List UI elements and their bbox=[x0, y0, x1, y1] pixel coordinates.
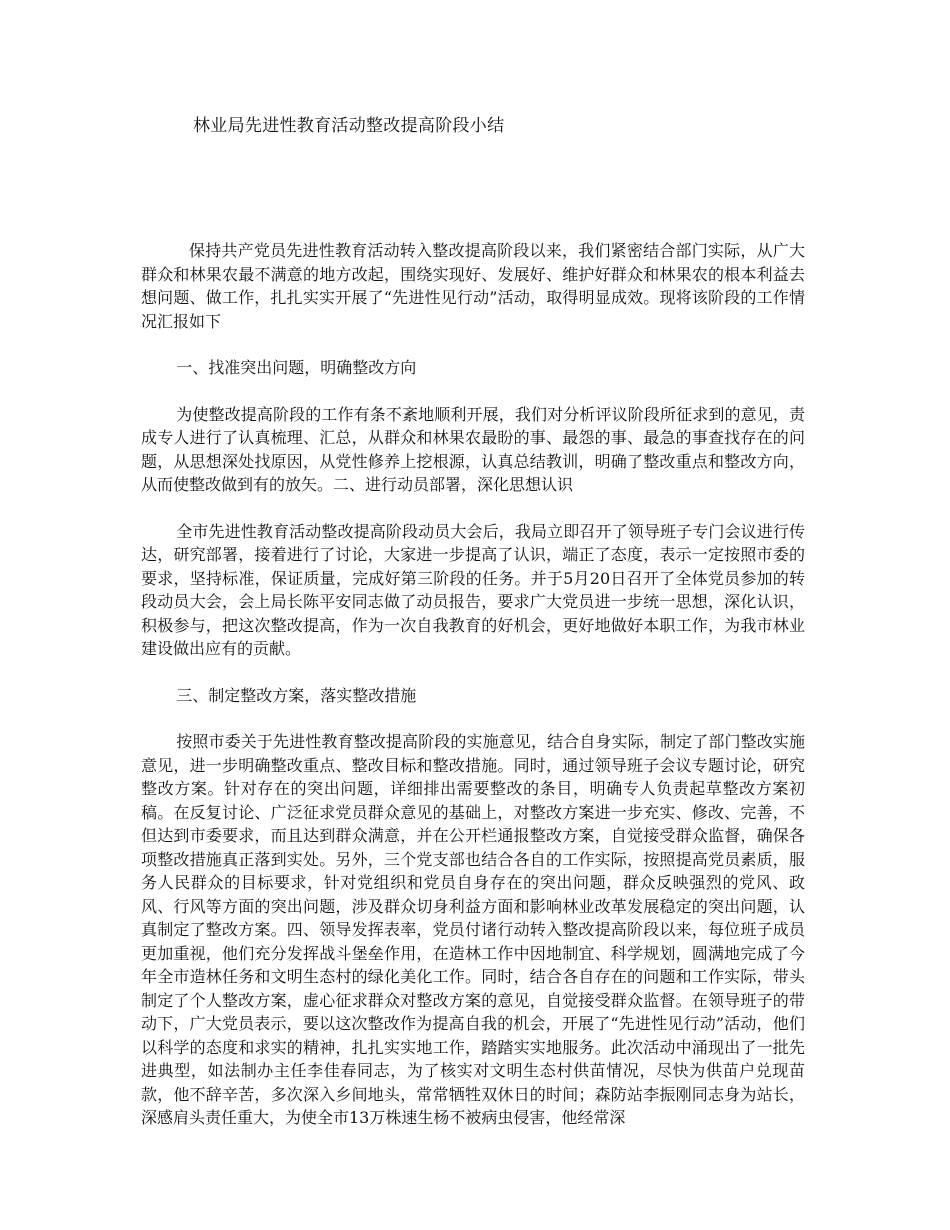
document-title: 林业局先进性教育活动整改提高阶段小结 bbox=[193, 116, 505, 136]
section-heading-1: 一、找准突出问题，明确整改方向 bbox=[176, 358, 417, 377]
document-body bbox=[141, 239, 805, 1130]
intro-paragraph: 保持共产党员先进性教育活动转入整改提高阶段以来，我们紧密结合部门实际，从广大群众和林果农最不满意的地方改起，围绕实现好、发展好、维护好群众和林果农的根本利益去想问题、做工作，扎扎实实开展了“先进性见行动”活动，取得明显成效。现将该阶段的工作情况汇报如下 bbox=[141, 241, 805, 331]
section-3-paragraph: 按照市委关于先进性教育整改提高阶段的实施意见，结合自身实际，制定了部门整改实施意见，进一步明确整改重点、整改目标和整改措施。同时，通过领导班子会议专题讨论，研究整改方案。针对存在的突出问题，详细排出需要整改的条目，明确专人负责起草整改方案初稿。在反复讨论、广泛征求党员群众意见的基础上，对整改方案进一步充实、修改、完善，不但达到市委要求，而且达到群众满意，并在公开栏通报整改方案，自觉接受群众监督，确保各项整改措施真正落到实处。另外，三个党支部也结合各自的工作实际，按照提高党员素质，服务人民群众的目标要求，针对党组织和党员自身存在的突出问题，群众反映强烈的党风、政风、行风等方面的突出问题，涉及群众切身利益方面和影响林业改革发展稳定的突出问题，认真制定了整改方案。四、领导发挥表率，党员付诸行动转入整改提高阶段以来，每位班子成员更加重视，他们充分发挥战斗堡垒作用，在造林工作中因地制宜、科学规划，圆满地完成了今年全市造林任务和文明生态村的绿化美化工作。同时，结合各自存在的问题和工作实际，带头制定了个人整改方案，虚心征求群众对整改方案的意见，自觉接受群众监督。在领导班子的带动下，广大党员表示，要以这次整改作为提高自我的机会，开展了“先进性见行动”活动，他们以科学的态度和求实的精神，扎扎实实地工作，踏踏实实地服务。此次活动中涌现出了一批先进典型，如法制办主任李佳春同志，为了核实对文明生态村供苗情况，尽快为供苗户兑现苗款，他不辞辛苦，多次深入乡间地头，常常牺牲双休日的时间；森防站李振刚同志身为站长，深感肩头责任重大，为使全市13万株速生杨不被病虫侵害，他经常深 bbox=[141, 732, 805, 1127]
section-heading-3: 三、制定整改方案，落实整改措施 bbox=[176, 685, 417, 705]
section-1-paragraph: 为使整改提高阶段的工作有条不紊地顺利开展，我们对分析评议阶段所征求到的意见，责成专人进行了认真梳理、汇总，从群众和林果农最盼的事、最怨的事、最急的事查找存在的问题，从思想深处找原因，从党性修养上挖根源，认真总结教训，明确了整改重点和整改方向，从而使整改做到有的放矢。二、进行动员部署，深化思想认识 bbox=[141, 404, 805, 494]
section-2-paragraph: 全市先进性教育活动整改提高阶段动员大会后，我局立即召开了领导班子专门会议进行传达，研究部署，接着进行了讨论，大家进一步提高了认识，端正了态度，表示一定按照市委的要求，坚持标准，保证质量，完成好第三阶段的任务。并于5月20日召开了全体党员参加的转段动员大会，会上局长陈平安同志做了动员报告，要求广大党员进一步统一思想，深化认识，积极参与，把这次整改提高，作为一次自我教育的好机会，更好地做好本职工作，为我市林业建设做出应有的贡献。 bbox=[141, 521, 805, 658]
